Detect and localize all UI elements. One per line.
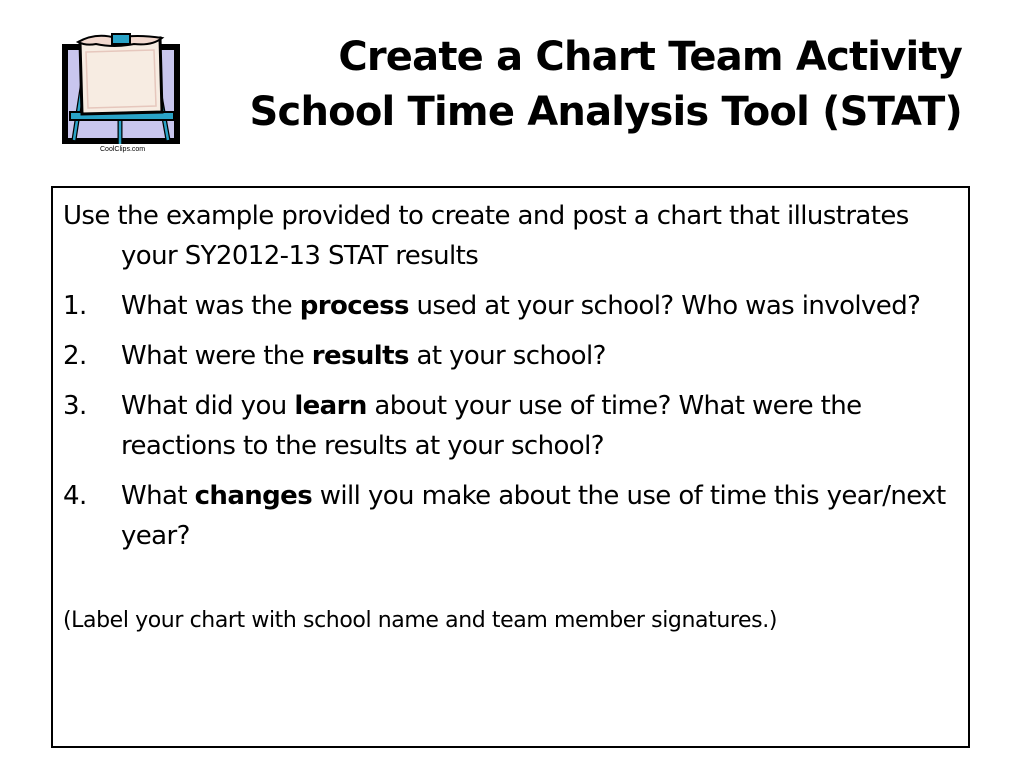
item-text-after: will you make about the use of time this year/next year? bbox=[121, 481, 946, 551]
item-text-before: What was the bbox=[121, 291, 300, 321]
slide-title bbox=[142, 30, 962, 140]
clipart-caption: CoolClips.com bbox=[100, 146, 146, 153]
item-keyword: changes bbox=[194, 481, 313, 511]
list-number: 2. bbox=[63, 341, 87, 371]
title-line-1: Create a Chart Team Activity bbox=[338, 34, 962, 80]
list-number: 4. bbox=[63, 481, 87, 511]
list-item bbox=[63, 336, 958, 376]
intro-text: Use the example provided to create and post a chart that illustrates your SY2012-13 STAT results bbox=[63, 201, 909, 271]
list-number: 1. bbox=[63, 291, 87, 321]
list-item bbox=[63, 286, 958, 326]
item-keyword: results bbox=[311, 341, 409, 371]
item-keyword: learn bbox=[294, 391, 367, 421]
item-text-before: What did you bbox=[121, 391, 295, 421]
item-text-after: about your use of time? What were the reactions to the results at your school? bbox=[121, 391, 862, 461]
item-text-after: used at your school? Who was involved? bbox=[408, 291, 921, 321]
item-keyword: process bbox=[299, 291, 409, 321]
item-text-before: What were the bbox=[121, 341, 312, 371]
content-body bbox=[63, 196, 958, 636]
footnote: (Label your chart with school name and team member signatures.) bbox=[63, 608, 778, 633]
list-number: 3. bbox=[63, 391, 87, 421]
title-line-2: School Time Analysis Tool (STAT) bbox=[249, 89, 962, 135]
list-item bbox=[63, 386, 958, 466]
list-item bbox=[63, 476, 958, 556]
content-box bbox=[51, 186, 970, 748]
item-text-before: What bbox=[121, 481, 195, 511]
item-text-after: at your school? bbox=[408, 341, 606, 371]
